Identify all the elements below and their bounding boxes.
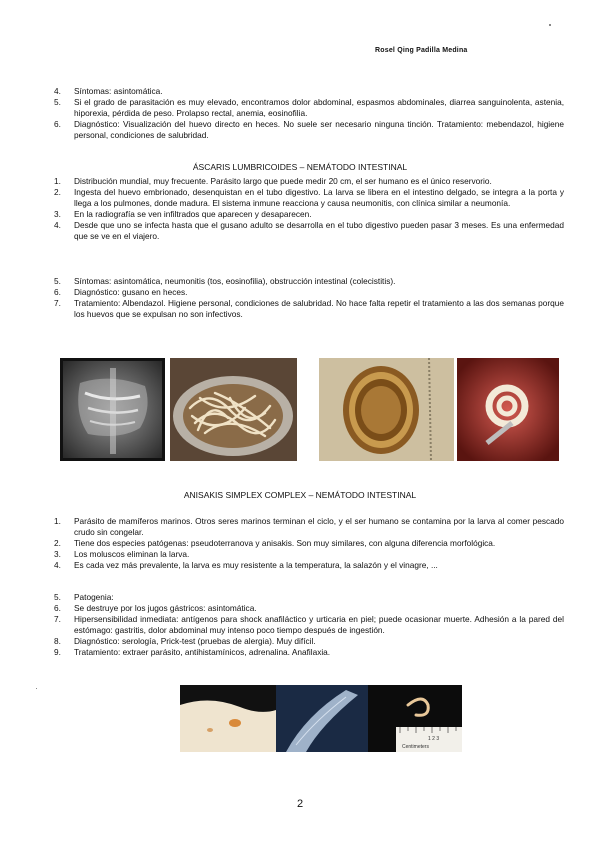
- list-item: [0, 220, 600, 242]
- ascaris-list-b: [0, 276, 600, 320]
- list-item-number: 7.: [54, 298, 61, 308]
- anisakis-list-a: [0, 516, 600, 571]
- section-title-ascaris: ÁSCARIS LUMBRICOIDES – NEMÁTODO INTESTINAL: [192, 162, 408, 172]
- ascaris-list-a: [0, 176, 600, 242]
- larva-sem-photo: [276, 685, 368, 752]
- endoscopy-worm-photo: [457, 358, 559, 461]
- list-item-text: Distribución mundial, muy frecuente. Parásito largo que puede medir 20 cm, el ser humano es el único reservorio.: [74, 176, 492, 186]
- list-item: [0, 298, 600, 320]
- page-corner-mark: [549, 24, 551, 26]
- xray-photo: [60, 358, 165, 461]
- symptom-list-top: [0, 86, 600, 141]
- list-item-number: 4.: [54, 560, 61, 570]
- ascaris-egg-micrograph: [319, 358, 454, 461]
- list-item-text: Ingesta del huevo embrionado, desenquistan en el tubo digestivo. La larva se libera en el intestino delgado, se integra a la porta y llega a los pulmones, donde madura. El sistema inmune reacciona y causa neumonitis, con clínica similar a neumonía.: [74, 187, 564, 208]
- list-item: [0, 603, 600, 614]
- list-item: [0, 636, 600, 647]
- fish-flesh-larvae-photo: [180, 685, 276, 752]
- list-item-text: Síntomas: asintomática, neumonitis (tos, eosinofilia), obstrucción intestinal (colecistitis).: [74, 276, 396, 286]
- list-item-number: 5.: [54, 97, 61, 107]
- list-item-text: Si el grado de parasitación es muy elevado, encontramos dolor abdominal, espasmos abdominales, diarrea sanguinolenta, astenia, hiporexia, pérdida de peso. Prolapso rectal, anemia, eosinofilia.: [74, 97, 564, 118]
- list-item-number: 1.: [54, 176, 61, 186]
- list-item-number: 5.: [54, 592, 61, 602]
- ruler-digits: 1 2 3: [428, 736, 440, 742]
- list-item: [0, 560, 600, 571]
- list-item-number: 7.: [54, 614, 61, 624]
- ruler-label: Centimeters: [402, 744, 429, 750]
- list-item-text: Hipersensibilidad inmediata: antígenos para shock anafiláctico y urticaria en piel; puede ocasionar muerte. Adhesión a la pared del estómago: gastritis, dolor abdominal muy intenso poco tiempo después de ingestión.: [74, 614, 564, 635]
- list-item: [0, 187, 600, 209]
- list-item-text: Tratamiento: Albendazol. Higiene personal, condiciones de salubridad. No hace falta repetir el tratamiento a las dos semanas porque los huevos que se expulsan no son infectivos.: [74, 298, 564, 319]
- list-item: [0, 592, 600, 603]
- list-item-number: 3.: [54, 209, 61, 219]
- list-item-text: Tratamiento: extraer parásito, antihistamínicos, adrenalina. Anafilaxia.: [74, 647, 331, 657]
- list-item: [0, 119, 600, 141]
- list-item-text: Parásito de mamíferos marinos. Otros seres marinos terminan el ciclo, y el ser humano se contamina por la larva al comer pescado crudo sin congelar.: [74, 516, 564, 537]
- list-item-text: Es cada vez más prevalente, la larva es muy resistente a la temperatura, la salazón y el vinagre, ...: [74, 560, 438, 570]
- larva-ruler-photo: [368, 685, 462, 752]
- list-item-text: Diagnóstico: serología, Prick-test (pruebas de alergia). Muy difícil.: [74, 636, 316, 646]
- list-item-text: Diagnóstico: Visualización del huevo directo en heces. No suele ser necesario ninguna tinción. Tratamiento: mebendazol, higiene personal, condiciones de salubridad.: [74, 119, 564, 140]
- list-item: [0, 538, 600, 549]
- list-item: [0, 287, 600, 298]
- list-item-number: 2.: [54, 538, 61, 548]
- list-item-number: 6.: [54, 119, 61, 129]
- worms-in-tray-photo: [170, 358, 297, 461]
- list-item: [0, 647, 600, 658]
- anisakis-list-b: [0, 592, 600, 658]
- list-item-text: Los moluscos eliminan la larva.: [74, 549, 190, 559]
- list-item-number: 6.: [54, 603, 61, 613]
- list-item-number: 3.: [54, 549, 61, 559]
- list-item-number: 2.: [54, 187, 61, 197]
- list-item-number: 9.: [54, 647, 61, 657]
- list-item-number: 8.: [54, 636, 61, 646]
- section-title-anisakis: ANISAKIS SIMPLEX COMPLEX – NEMÁTODO INTESTINAL: [183, 490, 417, 500]
- list-item-text: En la radiografía se ven infiltrados que aparecen y desaparecen.: [74, 209, 312, 219]
- list-item-text: Tiene dos especies patógenas: pseudoterranova y anisakis. Son muy similares, con alguna diferencia morfológica.: [74, 538, 496, 548]
- list-item-text: Patogenia:: [74, 592, 114, 602]
- list-item-number: 4.: [54, 220, 61, 230]
- list-item-number: 1.: [54, 516, 61, 526]
- list-item-text: Desde que uno se infecta hasta que el gusano adulto se desarrolla en el tubo digestivo pueden pasar 3 meses. Es una enfermedad que se ve en el viajero.: [74, 220, 564, 241]
- list-item-text: Síntomas: asintomática.: [74, 86, 163, 96]
- page-number: 2: [296, 798, 304, 810]
- list-item-text: Se destruye por los jugos gástricos: asintomática.: [74, 603, 257, 613]
- list-item-number: 4.: [54, 86, 61, 96]
- list-item-text: Diagnóstico: gusano en heces.: [74, 287, 188, 297]
- list-item: [0, 549, 600, 560]
- list-item: [0, 86, 600, 97]
- list-item: [0, 97, 600, 119]
- list-item: [0, 516, 600, 538]
- list-item-number: 6.: [54, 287, 61, 297]
- list-item: [0, 176, 600, 187]
- list-item: [0, 614, 600, 636]
- author-header: Rosel Qing Padilla Medina: [375, 47, 468, 54]
- stray-mark: [36, 688, 37, 689]
- list-item-number: 5.: [54, 276, 61, 286]
- list-item: [0, 276, 600, 287]
- list-item: [0, 209, 600, 220]
